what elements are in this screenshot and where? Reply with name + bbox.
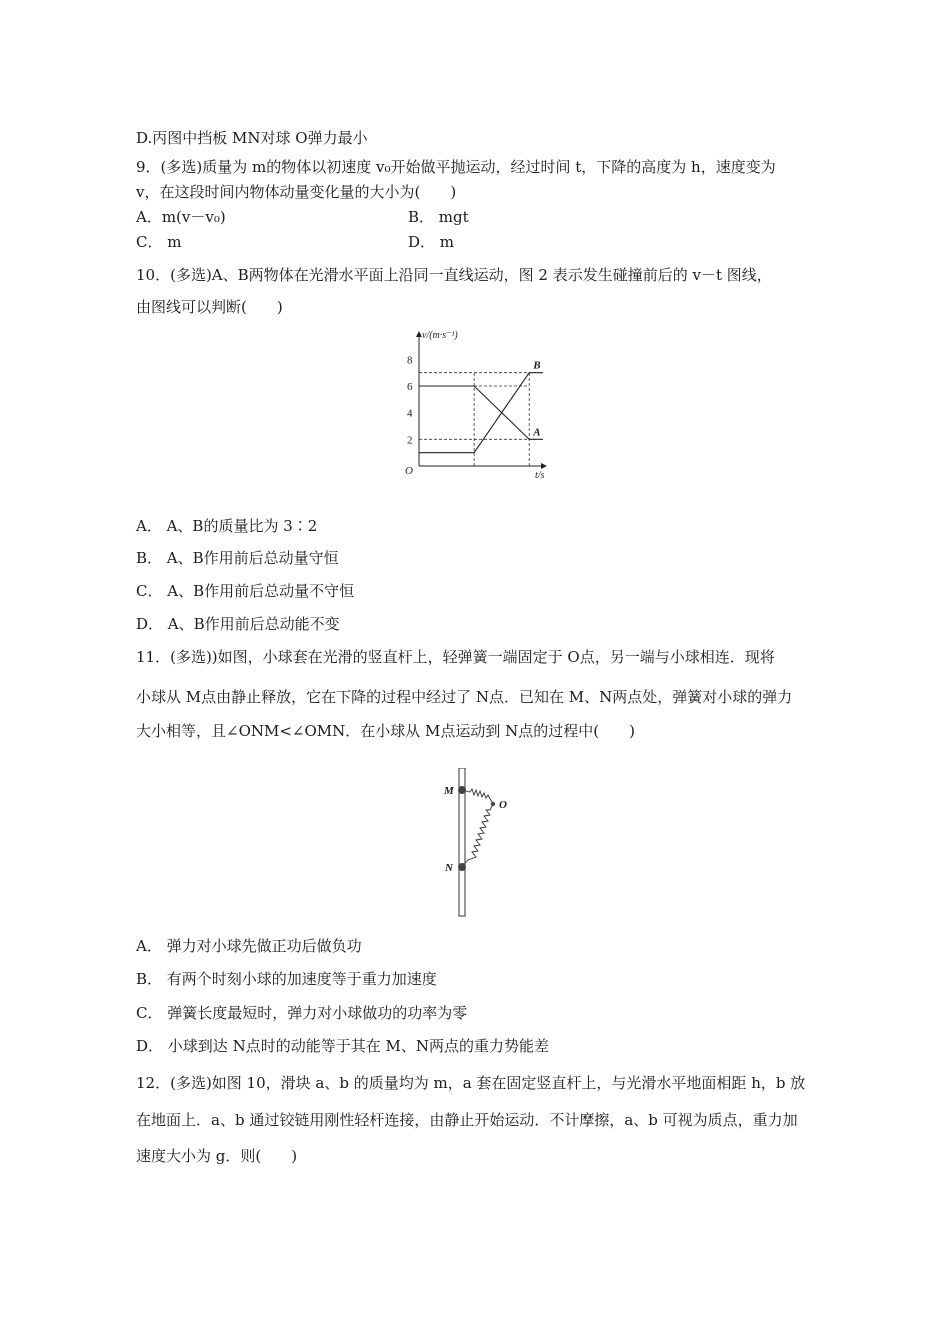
origin-label: O	[405, 465, 413, 477]
question-11-stem-line-1: 11．(多选))如图，小球套在光滑的竖直杆上，轻弹簧一端固定于 O点，另一端与小球相连．现将	[136, 648, 775, 666]
question-10-stem-line-2: 由图线可以判断( )	[136, 298, 283, 316]
ball-at-n	[458, 863, 466, 871]
ball-at-m	[458, 786, 466, 794]
velocity-time-chart	[398, 326, 558, 486]
label-o: O	[499, 799, 507, 811]
question-9-option-d: D． m	[408, 233, 455, 251]
spring-m-o	[462, 789, 493, 804]
x-axis-label: t/s	[535, 470, 545, 481]
question-10-option-a: A． A、B的质量比为 3∶2	[136, 517, 318, 535]
question-12-stem-line-2: 在地面上．a、b 通过铰链用刚性轻杆连接，由静止开始运动．不计摩擦，a、b 可视为质点，重力加	[136, 1111, 798, 1129]
question-9-option-a: A．m(v－v₀)	[136, 208, 226, 226]
question-11-option-b: B． 有两个时刻小球的加速度等于重力加速度	[136, 970, 437, 988]
question-11-stem-line-2: 小球从 M点由静止释放，它在下降的过程中经过了 N点．已知在 M、N两点处，弹簧对小球的弹力	[136, 688, 793, 706]
label-m: M	[444, 785, 454, 797]
question-11-option-a: A． 弹力对小球先做正功后做负功	[136, 937, 362, 955]
option-d-previous-question: D.丙图中挡板 MN对球 O弹力最小	[136, 129, 368, 147]
question-9-option-c: C． m	[136, 233, 182, 251]
question-10-option-d: D． A、B作用前后总动能不变	[136, 615, 340, 633]
pivot-o	[491, 802, 495, 806]
spring-rod-figure	[440, 768, 520, 918]
question-9-option-b: B． mgt	[408, 208, 469, 226]
series-line-B	[419, 373, 543, 453]
question-11-stem-line-3: 大小相等，且∠ONM<∠OMN．在小球从 M点运动到 N点的过程中( )	[136, 722, 635, 740]
y-tick-label: 6	[407, 381, 413, 393]
y-tick-label: 2	[407, 434, 413, 447]
series-line-A	[419, 386, 543, 439]
question-11-option-d: D． 小球到达 N点时的动能等于其在 M、N两点的重力势能差	[136, 1037, 549, 1055]
question-9-stem-line-2: v，在这段时间内物体动量变化量的大小为( )	[136, 183, 457, 201]
question-10-stem-line-1: 10．(多选)A、B两物体在光滑水平面上沿同一直线运动，图 2 表示发生碰撞前后的 v－t 图线，	[136, 266, 772, 284]
y-tick-label: 8	[407, 354, 413, 367]
question-9-stem-line-1: 9．(多选)质量为 m的物体以初速度 v₀开始做平抛运动，经过时间 t，下降的高度为 h，速度变为	[136, 158, 776, 176]
series-label-B: B	[533, 359, 541, 372]
question-10-option-b: B． A、B作用前后总动量守恒	[136, 549, 339, 567]
y-axis-label: v/(m·s⁻¹)	[422, 330, 458, 341]
question-12-stem-line-3: 速度大小为 g．则( )	[136, 1147, 298, 1165]
question-10-option-c: C． A、B作用前后总动量不守恒	[136, 582, 355, 600]
label-n: N	[445, 862, 453, 874]
y-tick-label: 4	[407, 407, 413, 420]
question-11-option-c: C． 弹簧长度最短时，弹力对小球做功的功率为零	[136, 1004, 468, 1022]
spring-o-n	[462, 804, 493, 867]
series-label-A: A	[533, 426, 541, 439]
question-12-stem-line-1: 12．(多选)如图 10，滑块 a、b 的质量均为 m，a 套在固定竖直杆上，与光滑水平地面相距 h，b 放	[136, 1074, 806, 1092]
